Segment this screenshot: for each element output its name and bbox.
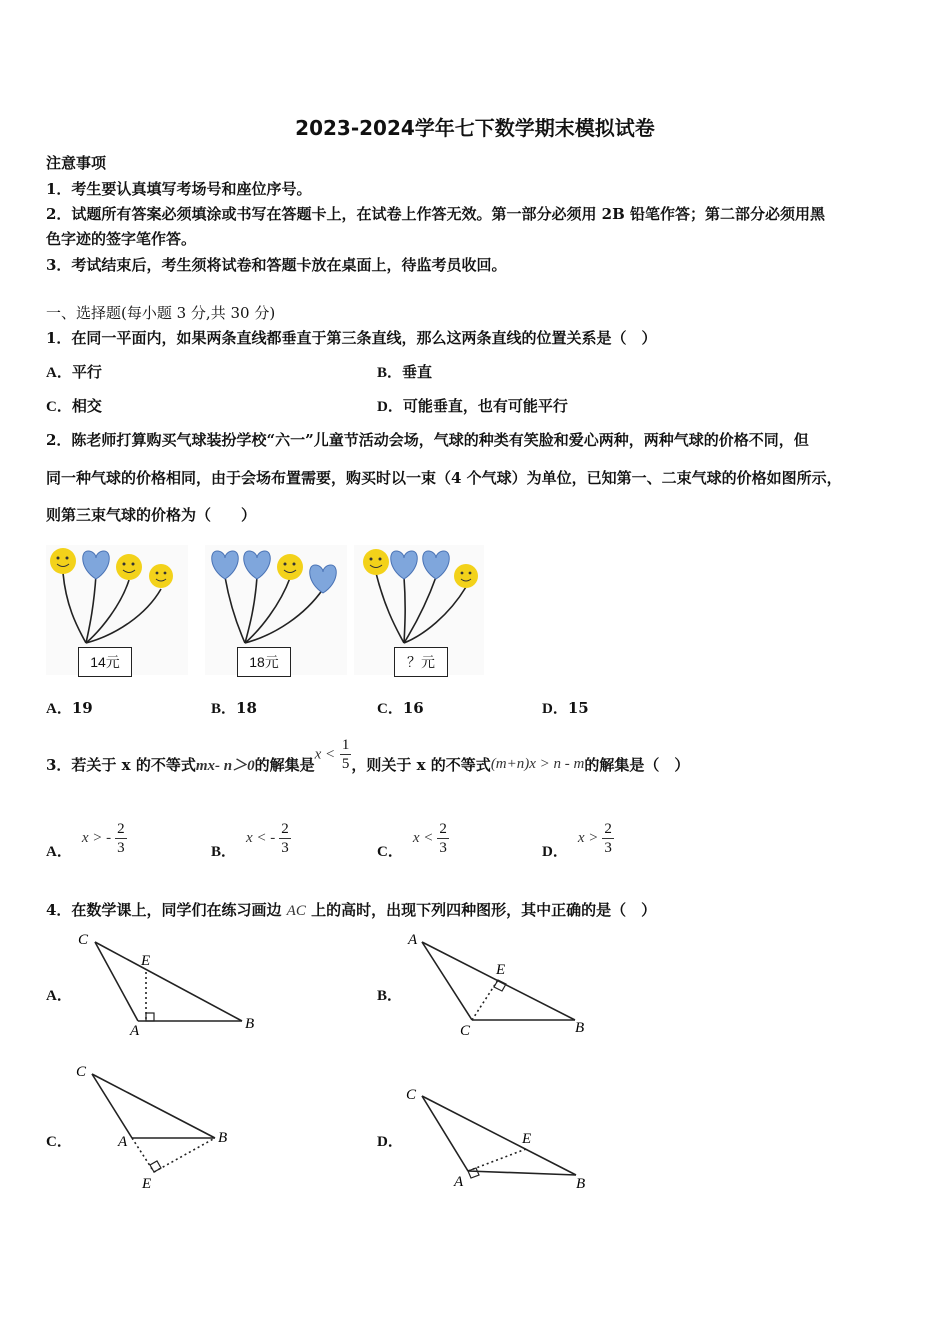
q1-option-c — [46, 395, 102, 416]
option-label: C． — [377, 701, 403, 717]
option-label: A． — [46, 365, 72, 381]
vertex-label: A — [130, 1023, 140, 1039]
numerator: 2 — [604, 820, 612, 837]
option-label: C． — [46, 399, 72, 415]
option-label: A． — [46, 701, 72, 717]
q3-option-a — [46, 816, 127, 860]
q1-option-a — [46, 361, 102, 382]
option-text: 16 — [402, 699, 424, 717]
vertex-label: E — [142, 1176, 152, 1192]
vertex-label: C — [76, 1064, 87, 1080]
option-label: D． — [542, 843, 568, 860]
vertex-label: E — [141, 953, 151, 969]
denominator: 3 — [604, 839, 612, 856]
question-1-stem: 1．在同一平面内，如果两条直线都垂直于第三条直线，那么这两条直线的位置关系是（ ） — [46, 329, 657, 347]
vertex-label: A — [408, 932, 418, 948]
q2-option-d — [542, 697, 589, 718]
notice-heading: 注意事项 — [46, 154, 107, 172]
option-text: 15 — [567, 699, 589, 717]
q3-solution — [315, 736, 352, 773]
question-4-stem — [46, 899, 656, 920]
denominator: 3 — [117, 839, 125, 856]
q4-option-a-label: A． — [46, 988, 72, 1004]
option-lhs: x > — [577, 829, 599, 846]
vertex-label: A — [118, 1134, 128, 1150]
q3-option-c — [377, 816, 449, 860]
option-label: A． — [46, 843, 72, 860]
fraction — [602, 820, 614, 857]
fraction — [340, 736, 352, 773]
balloon-bunch-1 — [46, 545, 188, 675]
notice-item: 3．考试结束后，考生须将试卷和答题卡放在桌面上，待监考员收回。 — [46, 256, 507, 274]
option-label: B． — [211, 843, 237, 860]
q4-text: 4．在数学课上，同学们在练习画边 — [46, 901, 287, 919]
q3-inequality-2: (m+n)x > n - m — [490, 755, 585, 772]
option-text: 垂直 — [402, 363, 433, 381]
q3-text: 的解集是 — [254, 755, 315, 774]
vertex-label: B — [575, 1020, 585, 1036]
q4-segment-ac: AC — [286, 903, 306, 919]
option-lhs: x < — [412, 829, 434, 846]
fraction — [115, 820, 127, 857]
q4-text: 上的高时，出现下列四种图形，其中正确的是（ ） — [305, 901, 657, 919]
fraction — [437, 820, 449, 857]
vertex-label: B — [218, 1130, 228, 1146]
vertex-label: E — [522, 1131, 532, 1147]
price-label: ？元 — [394, 647, 448, 677]
question-2-line: 则第三束气球的价格为（ ） — [46, 506, 257, 524]
balloon-bunch-3 — [354, 545, 484, 675]
q3-inequality-1: mx- n＞0 — [195, 757, 255, 774]
q4-option-b-label: B． — [377, 988, 403, 1004]
notice-item: 2．试题所有答案必须填涂或书写在答题卡上，在试卷上作答无效。第一部分必须用 2B 铅笔作答；第二部分必须用黑 — [46, 205, 826, 223]
vertex-label: B — [245, 1016, 255, 1032]
question-3-stem — [46, 733, 689, 795]
numerator: 2 — [281, 820, 289, 837]
denominator: 5 — [341, 755, 350, 772]
q3-text: ，则关于 x 的不等式 — [351, 755, 491, 774]
q4-figure-b — [400, 928, 600, 1040]
option-text: 可能垂直，也有可能平行 — [402, 397, 568, 415]
q2-option-b — [211, 697, 257, 718]
notice-item: 色字迹的签字笔作答。 — [46, 230, 197, 248]
option-text: 18 — [236, 699, 257, 717]
balloon-bunch-2 — [205, 545, 347, 675]
vertex-label: A — [454, 1174, 464, 1190]
q3-option-b — [211, 816, 291, 860]
q3-option-d — [542, 816, 614, 860]
vertex-label: C — [406, 1087, 417, 1103]
question-2-line: 同一种气球的价格相同，由于会场布置需要，购买时以一束（4 个气球）为单位，已知第一、二束气球的价格如图所示， — [46, 469, 842, 487]
option-label: D． — [377, 399, 403, 415]
numerator: 1 — [341, 736, 350, 753]
price-label: 14元 — [78, 647, 132, 677]
option-label: C． — [377, 843, 403, 860]
notice-item: 1．考生要认真填写考场号和座位序号。 — [46, 180, 312, 198]
q3-text: 的解集是（ ） — [584, 755, 690, 774]
fraction — [279, 820, 291, 857]
q4-option-d-label: D． — [377, 1134, 403, 1150]
q3-solution-lhs: x < — [314, 746, 336, 762]
q4-figure-a — [70, 928, 270, 1040]
q2-option-c — [377, 697, 424, 718]
q4-figure-c — [70, 1062, 240, 1192]
q4-option-c-label: C． — [46, 1134, 72, 1150]
denominator: 3 — [439, 839, 447, 856]
numerator: 2 — [439, 820, 447, 837]
vertex-label: C — [78, 932, 89, 948]
section-heading: 一、选择题(每小题 3 分,共 30 分) — [46, 304, 276, 322]
option-lhs: x < - — [246, 829, 276, 846]
option-label: B． — [211, 701, 237, 717]
option-label: D． — [542, 701, 568, 717]
option-text: 平行 — [71, 363, 102, 381]
option-text: 相交 — [71, 397, 102, 415]
q1-option-d — [377, 395, 568, 416]
option-label: B． — [377, 365, 403, 381]
option-text: 19 — [71, 699, 93, 717]
price-label: 18元 — [237, 647, 291, 677]
q3-text: 3．若关于 x 的不等式 — [46, 755, 196, 774]
vertex-label: B — [576, 1176, 586, 1192]
q2-option-a — [46, 697, 93, 718]
denominator: 3 — [281, 839, 289, 856]
option-lhs: x > - — [81, 829, 112, 846]
page-title: 2023-2024学年七下数学期末模拟试卷 — [295, 116, 655, 140]
q1-option-b — [377, 361, 432, 382]
question-2-line: 2．陈老师打算购买气球装扮学校“六一”儿童节活动会场，气球的种类有笑脸和爱心两种，两种气球的价格不同，但 — [46, 431, 809, 449]
numerator: 2 — [117, 820, 125, 837]
vertex-label: C — [460, 1023, 471, 1039]
q4-figure-d — [400, 1078, 600, 1193]
vertex-label: E — [496, 962, 506, 978]
